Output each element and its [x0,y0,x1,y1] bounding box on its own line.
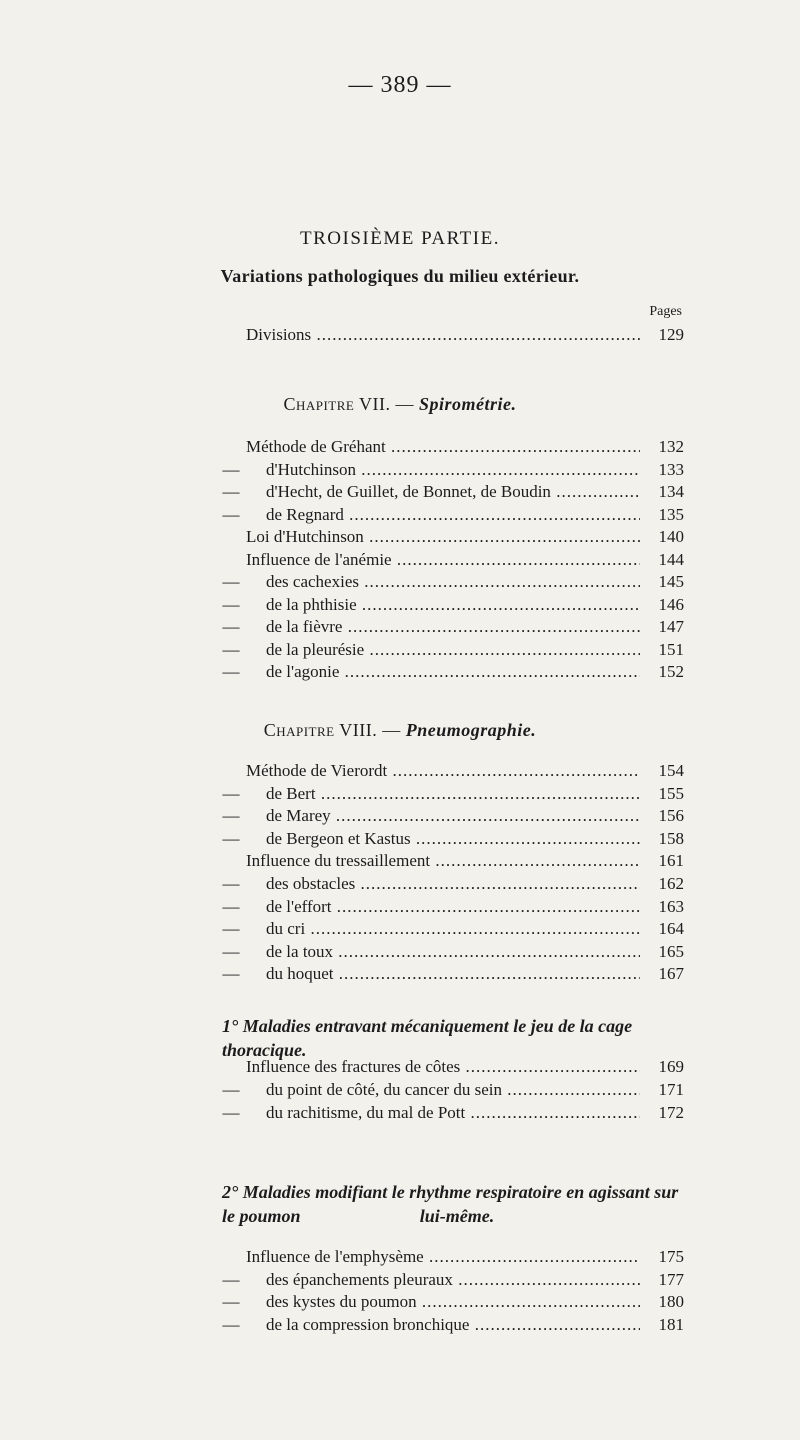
chapter-title: Spirométrie. [419,394,517,414]
dot-leader [334,964,678,983]
toc-entry [0,1079,800,1101]
toc-entry-page: 129 [640,324,684,346]
dot-leader [411,829,678,848]
toc-entry-dash: — [222,828,240,848]
toc-entry-label: Loi d'Hutchinson [246,527,364,546]
toc-entry-leader [246,526,678,548]
toc-entry-leader [246,549,678,571]
toc-entry-leader [266,504,678,526]
toc-entry [0,616,800,638]
toc-entry-label: Influence du tressaillement [246,851,431,871]
toc-entry [0,549,800,571]
toc-entry [0,504,800,526]
toc-entry-leader [266,571,678,593]
toc-entry-leader [246,1056,678,1078]
toc-entry-label: de Marey [266,806,331,826]
dot-leader [364,527,678,546]
dot-leader [344,505,678,524]
toc-entry-label: de la toux [266,941,334,961]
toc-entry-page: 164 [640,918,684,940]
toc-entry-leader [246,324,678,346]
part-subtitle: Variations pathologiques du milieu extérieur. [220,266,580,286]
toc-entry-page: 165 [640,941,684,963]
dot-leader [386,437,678,456]
toc-entry-leader [246,760,678,782]
toc-entry-label: Méthode de Vierordt [246,761,388,780]
toc-entry-label: de l'agonie [266,662,340,681]
toc-entry-dash: — [222,919,240,939]
toc-entry-label: d'Hecht, de Guillet, de Bonnet, de Boudin [266,482,551,501]
toc-entry-leader [266,873,678,895]
toc-entry-page: 140 [640,526,684,548]
pages-column-label: Pages [649,304,682,319]
toc-entry [0,896,800,918]
section-heading-1: 1° Maladies entravant mécaniquement le jeu de la cage thoracique. [222,1016,633,1060]
toc-entry-dash: — [222,783,240,803]
toc-entry [0,805,800,827]
toc-entry [0,963,800,985]
toc-entry [0,1314,800,1336]
dot-leader [355,874,678,893]
part-title: TROISIÈME PARTIE. [300,228,500,249]
toc-entry-page: 144 [640,549,684,571]
section-heading-2-line1: 2° Maladies modifiant le rhythme respiratoire en agissant sur le poumon [222,1182,679,1226]
toc-entry [0,594,800,616]
dot-leader [342,617,678,636]
toc-entry [0,324,800,346]
toc-entry-page: 146 [640,594,684,616]
toc-entry-dash: — [222,1269,240,1289]
toc-entry-leader [266,783,678,805]
toc-entry-dash: — [222,639,240,659]
dot-leader [357,595,678,614]
toc-entry-dash: — [222,617,240,636]
toc-entry-page: 132 [640,436,684,458]
toc-entry-leader [266,1102,678,1124]
dot-leader [339,662,678,681]
toc-entry-leader [266,1291,678,1313]
toc-entry-label: de Bergeon et Kastus [266,828,411,848]
toc-entry-leader [266,639,678,661]
toc-entry-label: des épanchements pleuraux [266,1269,453,1289]
toc-entry-dash: — [222,504,240,524]
toc-entry-leader [266,594,678,616]
toc-entry-page: 180 [640,1291,684,1313]
toc-entry-page: 158 [640,828,684,850]
toc-entry-label: Influence de l'anémie [246,549,392,569]
toc-entry-leader [266,459,678,481]
dot-leader [316,784,678,803]
toc-entry-label: de l'effort [266,896,332,916]
toc-entry-page: 177 [640,1269,684,1291]
toc-entry-label: de la phthisie [266,594,357,614]
toc-entry-dash: — [222,662,240,681]
toc-entry [0,1102,800,1124]
toc-entry-page: 171 [640,1079,684,1101]
toc-entry [0,760,800,782]
toc-entry-page: 161 [640,850,684,872]
dot-leader [333,942,678,961]
toc-entry-dash: — [222,572,240,591]
toc-entry [0,828,800,850]
toc-entry-dash: — [222,1103,240,1122]
toc-entry-page: 181 [640,1314,684,1336]
toc-entry [0,1291,800,1313]
toc-entry-leader [266,1314,678,1336]
toc-entry-leader [266,1269,678,1291]
toc-entry-label: des cachexies [266,572,359,591]
toc-entry [0,481,800,503]
dot-leader [311,325,678,344]
chapter-heading-8 [0,720,800,741]
toc-entry [0,850,800,872]
toc-entry-label: d'Hutchinson [266,459,356,479]
dot-leader [305,919,678,938]
toc-entry-dash: — [222,1292,240,1311]
toc-entry-page: 156 [640,805,684,827]
toc-entry-page: 172 [640,1102,684,1124]
toc-entry-page: 163 [640,896,684,918]
chapter-title: Pneumographie. [405,720,537,740]
toc-entry-leader [246,850,678,872]
toc-entry-leader [246,436,678,458]
toc-entry-label: Méthode de Gréhant [246,437,386,456]
toc-entry-dash: — [222,1314,240,1334]
toc-entry-dash: — [222,459,240,479]
dot-leader [331,806,678,825]
toc-entry-dash: — [222,594,240,614]
toc-entry [0,1246,800,1268]
toc-entry-label: du cri [266,919,306,939]
toc-entry [0,459,800,481]
toc-entry-page: 167 [640,963,684,985]
toc-entry-leader [266,481,678,503]
toc-entry-dash: — [222,874,240,893]
toc-entry-page: 134 [640,481,684,503]
dot-leader [392,550,678,569]
toc-entry-leader [266,1079,678,1101]
toc-entry-leader [266,805,678,827]
toc-entry-label: de Bert [266,783,316,803]
toc-entry [0,941,800,963]
toc-entry-leader [266,896,678,918]
toc-entry-leader [266,616,678,638]
toc-entry-leader [266,828,678,850]
toc-entry-label: des kystes du poumon [266,1292,417,1311]
toc-entry-dash: — [222,482,240,501]
dot-leader [364,640,678,659]
toc-entry-label: de la compression bronchique [266,1314,470,1334]
toc-entry-page: 155 [640,783,684,805]
chapter-label: Chapitre VIII. — [263,720,401,740]
toc-entry-leader [266,918,678,940]
toc-entry-page: 135 [640,504,684,526]
toc-entry [0,1056,800,1078]
toc-entry-label: de la fièvre [266,617,343,636]
toc-entry [0,436,800,458]
toc-entry-leader [246,1246,678,1268]
toc-entry-label: Influence des fractures de côtes [246,1057,461,1076]
toc-entry [0,918,800,940]
dot-leader [387,761,678,780]
toc-entry [0,639,800,661]
chapter-heading-7 [0,394,800,415]
toc-entry-page: 154 [640,760,684,782]
section-heading-2-line2: lui-même. [419,1206,495,1226]
toc-entry-leader [266,661,678,683]
toc-entry [0,526,800,548]
toc-entry-label: de Regnard [266,504,344,524]
toc-entry-label: Influence de l'emphysème [246,1247,424,1266]
toc-entry-label: du hoquet [266,964,334,984]
toc-entry [0,661,800,683]
dot-leader [356,460,678,479]
toc-entry-page: 162 [640,873,684,895]
toc-entry-label: des obstacles [266,874,356,893]
toc-entry-dash: — [222,1080,240,1099]
toc-entry-page: 145 [640,571,684,593]
toc-entry-dash: — [222,964,240,984]
toc-entry-dash: — [222,941,240,961]
toc-entry [0,783,800,805]
toc-entry-page: 151 [640,639,684,661]
dot-leader [359,572,678,591]
toc-entry-page: 175 [640,1246,684,1268]
toc-entry-label: de la pleurésie [266,639,365,659]
toc-entry [0,873,800,895]
toc-entry-leader [266,963,678,985]
page-number: — 389 — [348,72,452,98]
toc-entry-label: du rachitisme, du mal de Pott [266,1103,466,1122]
dot-leader [332,897,678,916]
dot-leader [417,1292,678,1311]
toc-entry-leader [266,941,678,963]
chapter-label: Chapitre VII. — [283,394,415,414]
toc-entry-dash: — [222,896,240,916]
toc-entry-page: 147 [640,616,684,638]
toc-entry-page: 152 [640,661,684,683]
toc-entry-page: 133 [640,459,684,481]
toc-entry-dash: — [222,806,240,826]
toc-entry [0,571,800,593]
toc-entry [0,1269,800,1291]
toc-entry-label: du point de côté, du cancer du sein [266,1080,503,1099]
toc-entry-label: Divisions [246,325,312,344]
toc-entry-page: 169 [640,1056,684,1078]
